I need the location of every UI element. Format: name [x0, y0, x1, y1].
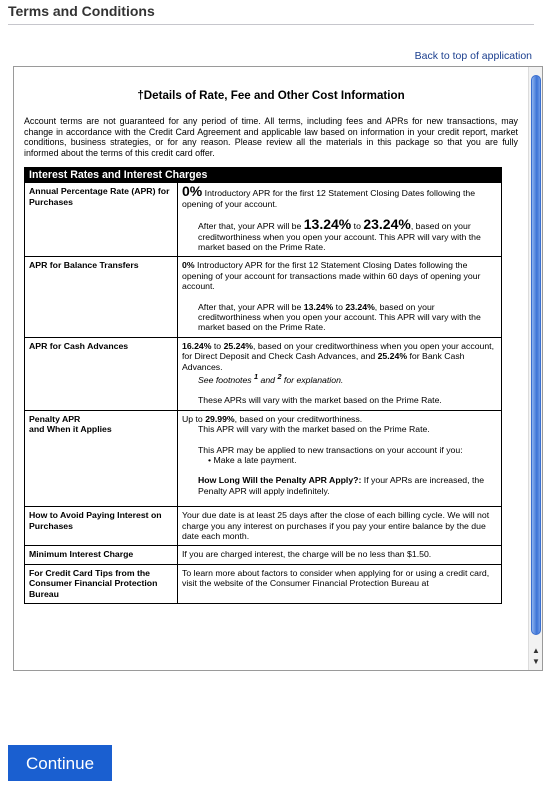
- row-value: [178, 337, 502, 410]
- footnote-1-ref: 1: [254, 372, 259, 382]
- row-value: [178, 410, 502, 506]
- title-divider: [8, 24, 534, 25]
- rate-high: 25.24%: [223, 340, 254, 351]
- penalty-text-2: This APR will vary with the market based on the Prime Rate.: [198, 424, 430, 435]
- row-value: Your due date is at least 25 days after the close of each billing cycle. We will not charge you any interest on purchases if you pay your entire balance by the due date each month.: [178, 507, 502, 546]
- row-value: To learn more about factors to consider when applying for or using a credit card, visit the website of the Consumer Financial Protection Bureau at: [178, 564, 502, 603]
- page-title: Terms and Conditions: [8, 3, 155, 19]
- after-text: After that, your APR will be: [198, 221, 302, 232]
- intro-text: Introductory APR for the first 12 Statement Closing Dates following the opening of your account for transactions made within 60 days of opening your account.: [182, 260, 481, 292]
- rate-high: 23.24%: [363, 216, 411, 233]
- row-label-line-2: and When it Applies: [29, 424, 112, 435]
- table-header: Interest Rates and Interest Charges: [25, 168, 502, 183]
- row-label: How to Avoid Paying Interest on Purchases: [25, 507, 178, 546]
- table-row: [25, 257, 502, 337]
- penalty-rate: 29.99%: [205, 413, 235, 424]
- penalty-upto: Up to: [182, 413, 203, 424]
- intro-text: Introductory APR for the first 12 Statement Closing Dates following the opening of your account.: [182, 188, 476, 209]
- rate-high: 23.24%: [345, 301, 375, 312]
- intro-rate: 0%: [182, 183, 203, 200]
- penalty-bullet: • Make a late payment.: [208, 455, 297, 466]
- row-label: [25, 410, 178, 506]
- table-row: [25, 183, 502, 257]
- terms-heading: †Details of Rate, Fee and Other Cost Information: [137, 89, 405, 102]
- scroll-thumb[interactable]: [531, 75, 541, 635]
- row-label: APR for Balance Transfers: [25, 257, 178, 337]
- row-label: For Credit Card Tips from the Consumer Financial Protection Bureau: [25, 564, 178, 603]
- table-row: [25, 507, 502, 546]
- row-label: Annual Percentage Rate (APR) for Purchases: [25, 183, 178, 257]
- footnote-and: and: [260, 374, 276, 385]
- vary-text: These APRs will vary with the market based on the Prime Rate.: [198, 395, 442, 406]
- table-row: [25, 564, 502, 603]
- terms-intro: Account terms are not guaranteed for any period of time. All terms, including fees and APRs for new transactions, may change in accordance with the Credit Card Agreement and applicable law based on information in your credit report, market conditions, business strategies, or for any reason. Please review all the materials in this package so that you are fully informed about the terms of this credit card offer.: [24, 116, 518, 158]
- interest-rates-table: [24, 167, 502, 604]
- intro-rate: 0%: [182, 260, 195, 271]
- after-text-2: , based on your creditworthiness when you open your account. This APR will vary with the market based on the Prime Rate.: [198, 221, 481, 253]
- row-value: If you are charged interest, the charge will be no less than $1.50.: [178, 546, 502, 564]
- row-value: [178, 257, 502, 337]
- penalty-answer: If your APRs are increased, the Penalty APR will apply indefinitely.: [198, 475, 485, 496]
- penalty-question: How Long Will the Penalty APR Apply?:: [198, 475, 362, 486]
- rate-low: 13.24%: [303, 301, 334, 312]
- row-label: Minimum Interest Charge: [25, 546, 178, 564]
- bank-rate: 25.24%: [377, 351, 408, 362]
- footnote-2-ref: 2: [277, 372, 282, 382]
- penalty-text-3: This APR may be applied to new transactions on your account if you:: [198, 444, 463, 455]
- continue-button[interactable]: Continue: [8, 745, 112, 781]
- footnote-text-2: for explanation.: [283, 374, 344, 385]
- penalty-text-1: , based on your creditworthiness.: [234, 413, 363, 424]
- table-row: [25, 410, 502, 506]
- after-text: After that, your APR will be: [198, 301, 302, 312]
- rate-low: 13.24%: [303, 216, 352, 233]
- rate-low: 16.24%: [182, 340, 212, 351]
- rate-to: to: [335, 301, 343, 312]
- terms-scrollbar[interactable]: [528, 67, 542, 670]
- scroll-down-arrow-icon[interactable]: ▼: [532, 657, 540, 666]
- rate-to: to: [213, 340, 222, 351]
- after-text-2: , based on your creditworthiness when you open your account. This APR will vary with the market based on the Prime Rate.: [198, 301, 481, 333]
- rate-to: to: [353, 221, 361, 232]
- table-row: [25, 546, 502, 564]
- cash-text-2: for Bank Cash Advances.: [182, 351, 465, 372]
- row-label: APR for Cash Advances: [25, 337, 178, 410]
- cash-text-1: , based on your creditworthiness when you open your account, for Direct Deposit and Check Cash Advances, and: [182, 340, 495, 362]
- row-value: [178, 183, 502, 257]
- row-label-line-1: Penalty APR: [29, 413, 81, 424]
- terms-scroll-frame[interactable]: [13, 66, 543, 671]
- back-to-top-link[interactable]: Back to top of application: [414, 50, 532, 62]
- footnote-text: See footnotes: [198, 374, 252, 385]
- table-row: [25, 337, 502, 410]
- scroll-up-arrow-icon[interactable]: ▲: [532, 646, 540, 655]
- terms-content: [14, 67, 528, 670]
